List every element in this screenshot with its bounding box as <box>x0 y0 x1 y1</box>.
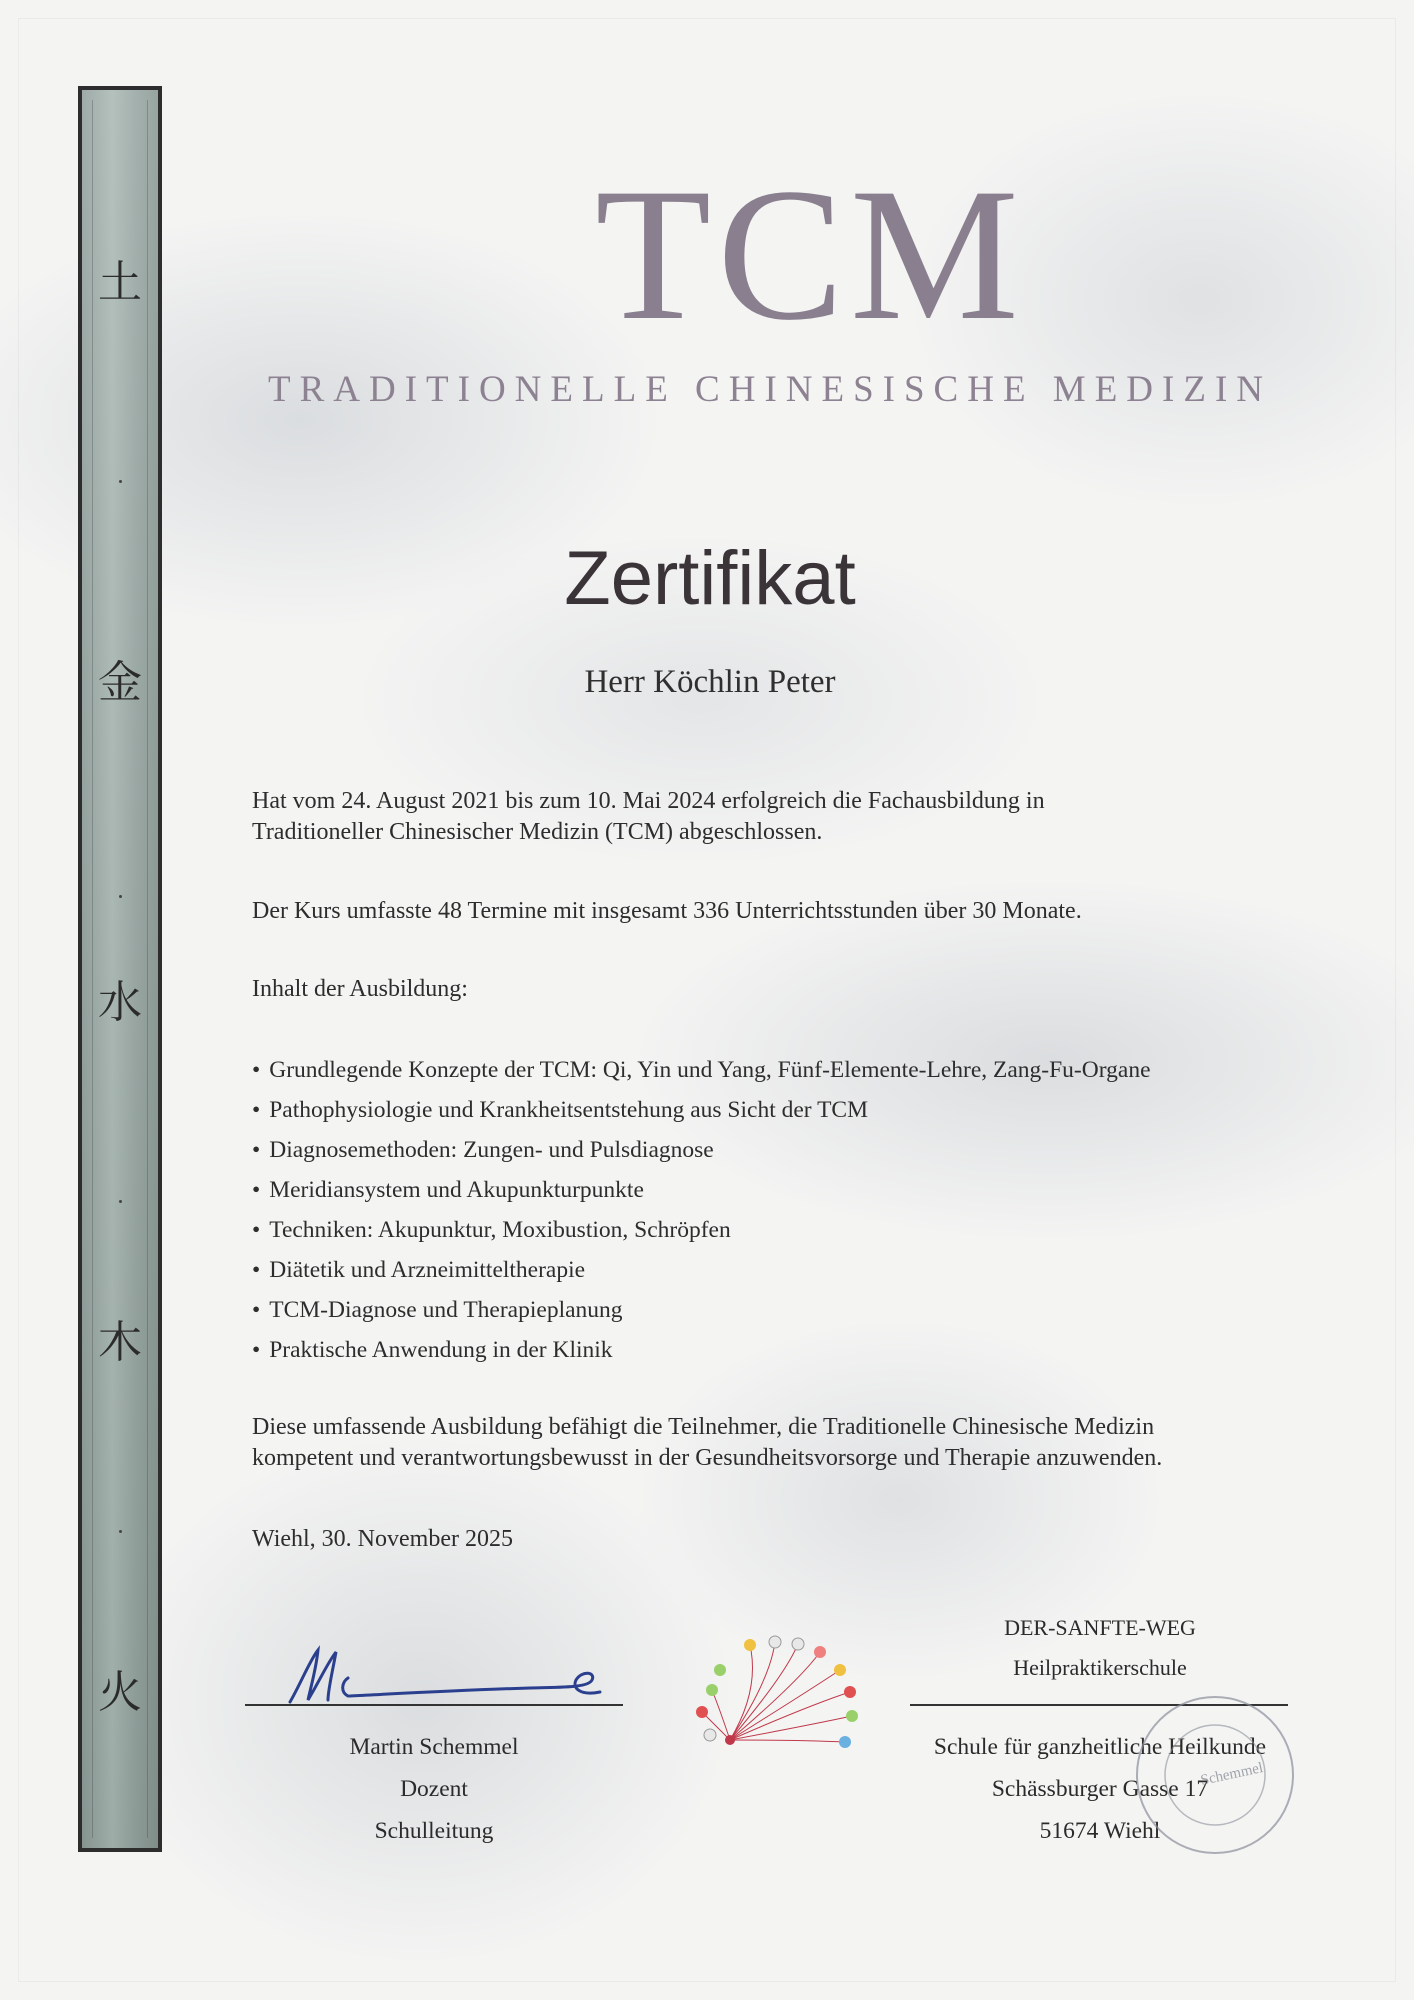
signatory-block <box>245 1726 623 1852</box>
signatory-name: Martin Schemmel <box>349 1734 519 1760</box>
element-wood-char: 木 <box>98 1317 142 1368</box>
intro-paragraph <box>252 786 1252 848</box>
signature-stroke <box>290 1650 600 1702</box>
certificate-title: Zertifikat <box>564 536 856 621</box>
course-summary: Der Kurs umfasste 48 Termine mit insgesamt 336 Unterrichtsstunden über 30 Monate. <box>252 898 1082 924</box>
emblem-lines <box>702 1642 852 1742</box>
tcm-logo-subtitle: TRADITIONELLE CHINESISCHE MEDIZIN <box>267 369 1272 410</box>
element-earth-char: 土 <box>98 257 142 308</box>
signature-line-left <box>245 1704 623 1706</box>
list-item: • Praktische Anwendung in der Klinik <box>252 1330 1151 1370</box>
tcm-logo: TCM <box>595 150 1025 360</box>
signature-image <box>270 1630 630 1720</box>
school-stamp <box>1130 1690 1300 1860</box>
school-name: DER-SANFTE-WEG <box>1004 1615 1196 1640</box>
bar-dot <box>119 480 122 483</box>
outro-line: kompetent und verantwortungsbewusst in der Gesundheitsvorsorge und Therapie anzuwenden. <box>252 1445 1163 1471</box>
stamp-text: Schemmel <box>1199 1760 1265 1789</box>
list-item: • Grundlegende Konzepte der TCM: Qi, Yin und Yang, Fünf-Elemente-Lehre, Zang-Fu-Organe <box>252 1050 1151 1090</box>
school-type: Heilpraktikerschule <box>1013 1655 1187 1680</box>
list-item: • TCM-Diagnose und Therapieplanung <box>252 1290 1151 1330</box>
five-elements-bar-inner <box>92 100 148 1838</box>
list-item: • Meridiansystem und Akupunkturpunkte <box>252 1170 1151 1210</box>
recipient-name: Herr Köchlin Peter <box>584 664 836 700</box>
signatory-role: Dozent <box>400 1776 468 1802</box>
intro-line: Hat vom 24. August 2021 bis zum 10. Mai 2024 erfolgreich die Fachausbildung in <box>252 788 1045 814</box>
list-item: • Diätetik und Arzneimitteltherapie <box>252 1250 1151 1290</box>
element-metal-char: 金 <box>98 657 142 708</box>
signatory-position: Schulleitung <box>374 1818 494 1844</box>
contents-heading: Inhalt der Ausbildung: <box>252 976 468 1002</box>
intro-line: Traditioneller Chinesischer Medizin (TCM) abgeschlossen. <box>252 819 823 845</box>
element-water-char: 水 <box>98 977 142 1028</box>
list-item: • Pathophysiologie und Krankheitsentstehung aus Sicht der TCM <box>252 1090 1151 1130</box>
school-street: Schässburger Gasse 17 <box>991 1776 1209 1802</box>
outro-line: Diese umfassende Ausbildung befähigt die Teilnehmer, die Traditionelle Chinesische Medizin <box>252 1414 1155 1440</box>
five-elements-bar <box>78 86 162 1852</box>
meridian-emblem <box>690 1630 880 1780</box>
bar-dot <box>119 895 122 898</box>
place-date: Wiehl, 30. November 2025 <box>252 1526 513 1552</box>
contents-list <box>252 1050 1151 1370</box>
element-fire-char: 火 <box>98 1667 142 1718</box>
list-item: • Techniken: Akupunktur, Moxibustion, Schröpfen <box>252 1210 1151 1250</box>
list-item: • Diagnosemethoden: Zungen- und Pulsdiagnose <box>252 1130 1151 1170</box>
school-city: 51674 Wiehl <box>1039 1818 1161 1844</box>
outro-paragraph <box>252 1412 1272 1474</box>
bar-dot <box>119 1530 122 1533</box>
school-tagline: Schule für ganzheitliche Heilkunde <box>933 1734 1267 1760</box>
school-header <box>880 1608 1320 1688</box>
bar-dot <box>119 1200 122 1203</box>
